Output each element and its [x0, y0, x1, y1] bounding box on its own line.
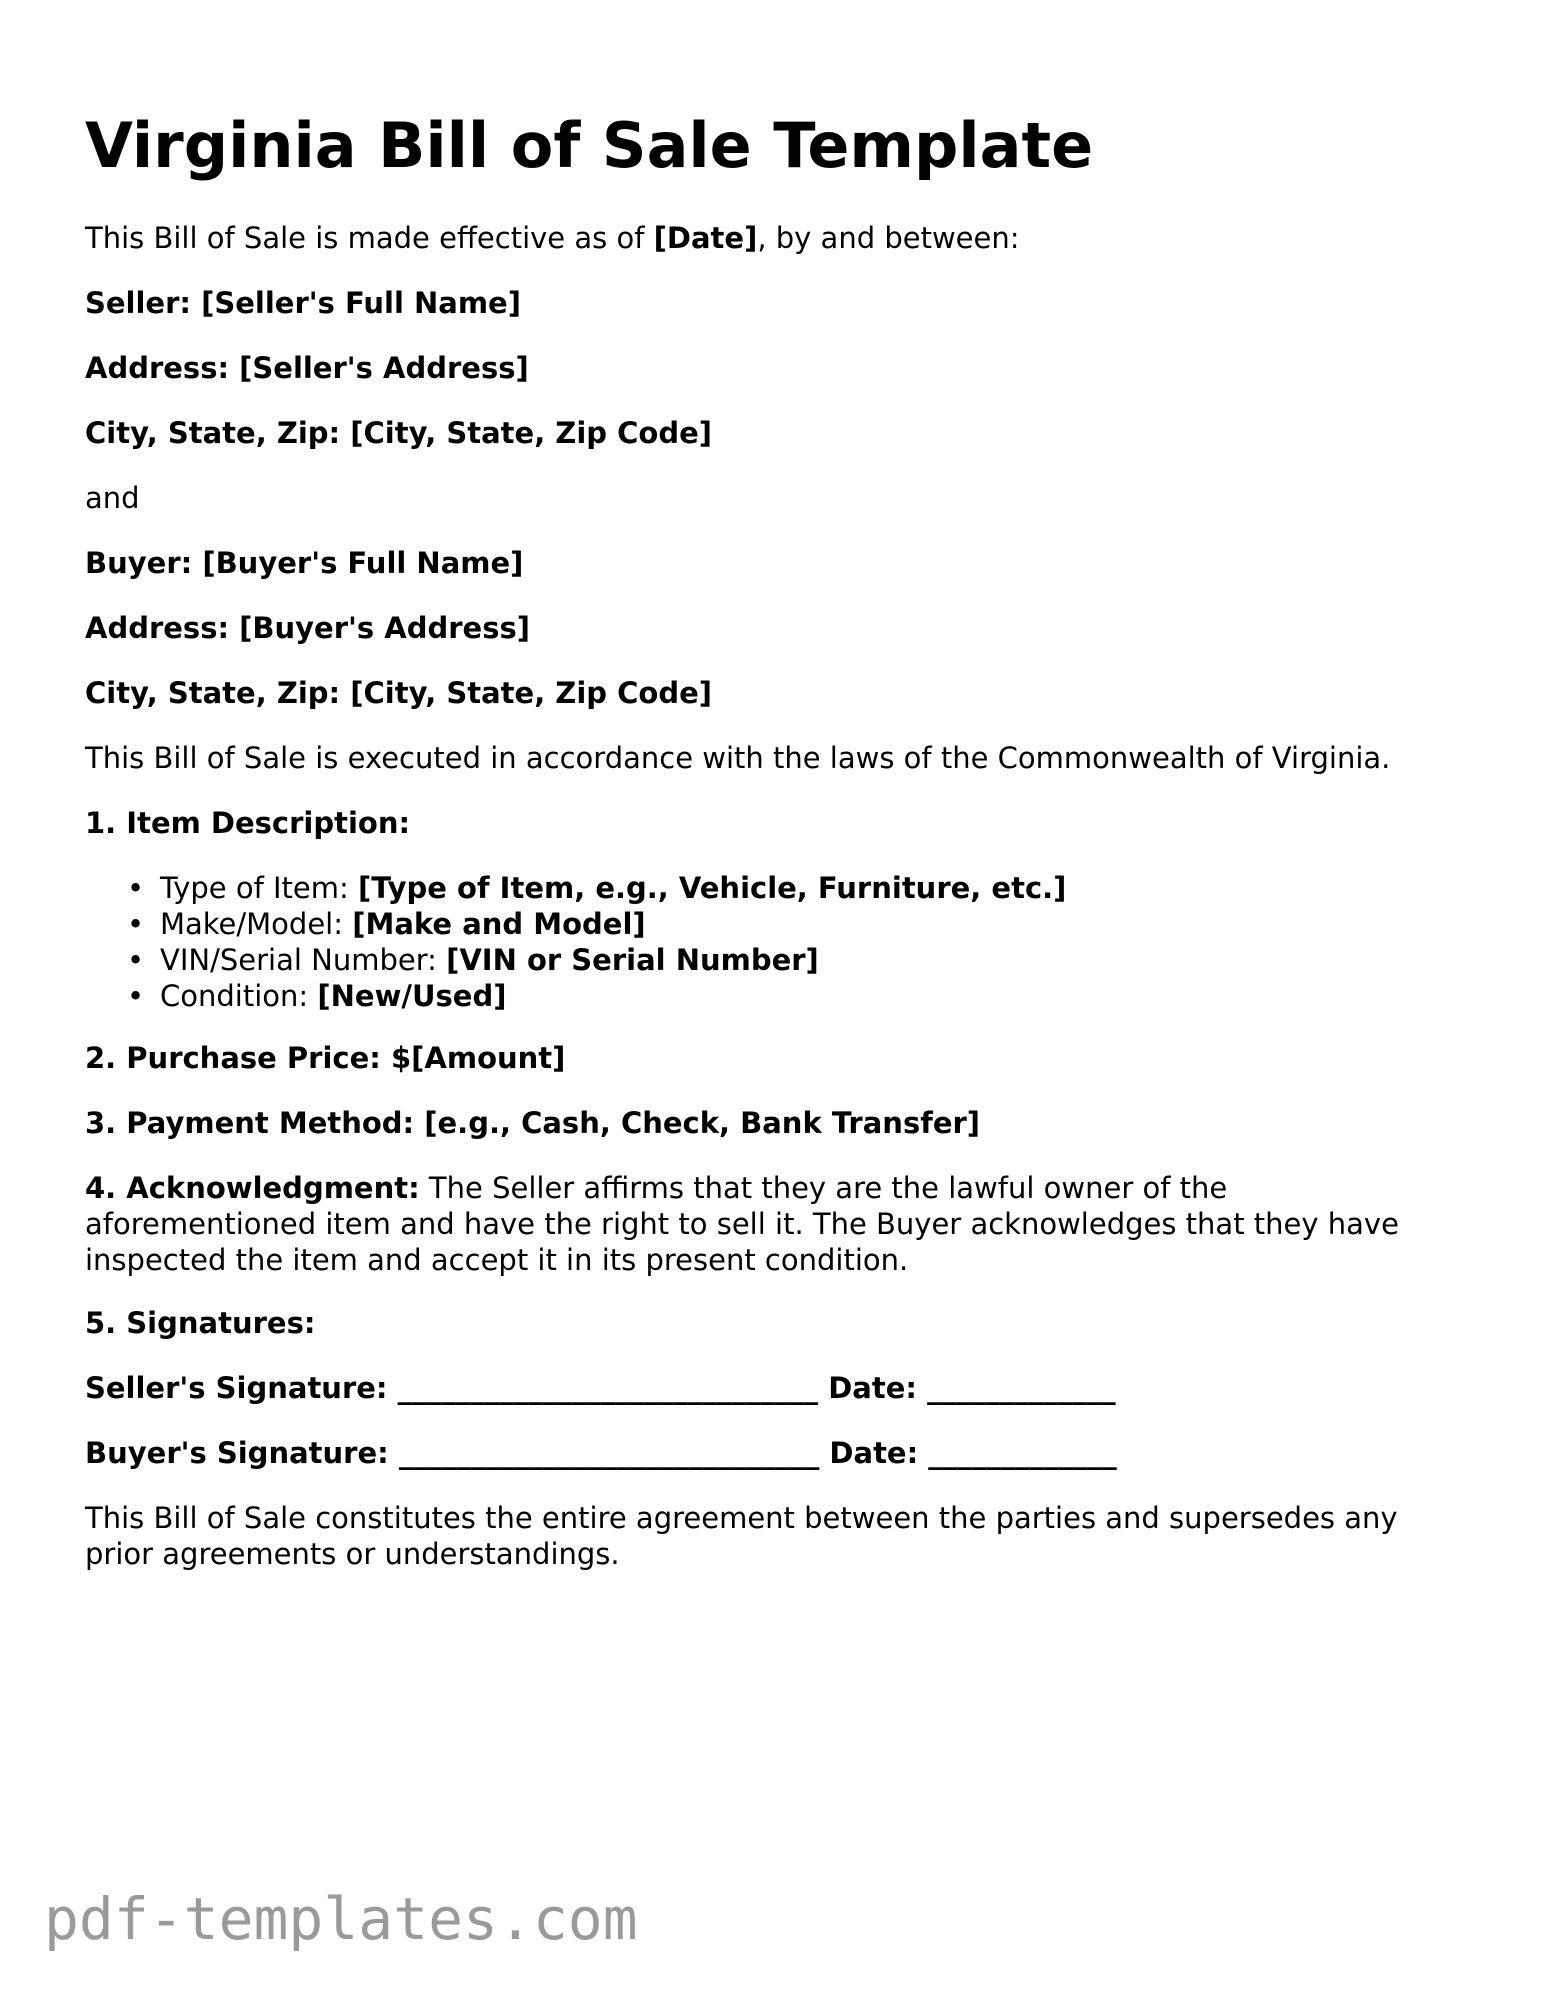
item-description-list [85, 870, 1066, 1014]
vin-serial-label: VIN/Serial Number: [160, 943, 447, 977]
list-item [85, 978, 1066, 1014]
list-item [85, 870, 1066, 906]
list-item [85, 942, 1066, 978]
make-model-value: [Make and Model] [352, 907, 646, 941]
bullet-icon: • [127, 871, 145, 905]
buyer-signature-line: Buyer's Signature: _____________________________ Date: _____________ [85, 1436, 1117, 1470]
list-item [85, 906, 1066, 942]
effective-date-placeholder: [Date] [653, 221, 758, 255]
intro-paragraph [85, 220, 1020, 256]
closing-paragraph: This Bill of Sale constitutes the entire agreement between the parties and supersedes any prior agreements or understandings. [85, 1501, 1398, 1571]
document-title: Virginia Bill of Sale Template [85, 109, 1094, 182]
condition-value: [New/Used] [317, 979, 507, 1013]
item-description-heading: 1. Item Description: [85, 806, 411, 840]
bullet-icon: • [127, 979, 145, 1013]
item-type-value: [Type of Item, e.g., Vehicle, Furniture, etc.] [358, 871, 1067, 905]
seller-city-line: City, State, Zip: [City, State, Zip Code] [85, 416, 713, 450]
bullet-icon: • [127, 907, 145, 941]
vin-serial-value: [VIN or Serial Number] [446, 943, 819, 977]
purchase-price-line: 2. Purchase Price: $[Amount] [85, 1041, 566, 1075]
seller-name-line: Seller: [Seller's Full Name] [85, 286, 521, 320]
watermark: pdf-templates.com [44, 1885, 638, 1953]
item-type-label: Type of Item: [160, 871, 359, 905]
seller-signature-line: Seller's Signature: _____________________________ Date: _____________ [85, 1371, 1116, 1405]
intro-prefix: This Bill of Sale is made effective as of [85, 221, 654, 255]
acknowledgment-heading: 4. Acknowledgment: [85, 1171, 420, 1205]
buyer-city-line: City, State, Zip: [City, State, Zip Code] [85, 676, 713, 710]
condition-label: Condition: [160, 979, 318, 1013]
bullet-icon: • [127, 943, 145, 977]
seller-address-line: Address: [Seller's Address] [85, 351, 529, 385]
acknowledgment-text: The Seller affirms that they are the lawful owner of the aforementioned item and have the right to sell it. The Buyer acknowledges that they have inspected the item and accept it in its present condition. [85, 1171, 1399, 1277]
make-model-label: Make/Model: [160, 907, 353, 941]
and-text: and [85, 481, 140, 515]
buyer-name-line: Buyer: [Buyer's Full Name] [85, 546, 524, 580]
intro-suffix: , by and between: [757, 221, 1020, 255]
buyer-address-line: Address: [Buyer's Address] [85, 611, 530, 645]
acknowledgment-paragraph [85, 1170, 1465, 1278]
signatures-heading: 5. Signatures: [85, 1306, 316, 1340]
payment-method-line: 3. Payment Method: [e.g., Cash, Check, Bank Transfer] [85, 1106, 981, 1140]
governing-law-text: This Bill of Sale is executed in accordance with the laws of the Commonwealth of Virginia. [85, 741, 1391, 775]
